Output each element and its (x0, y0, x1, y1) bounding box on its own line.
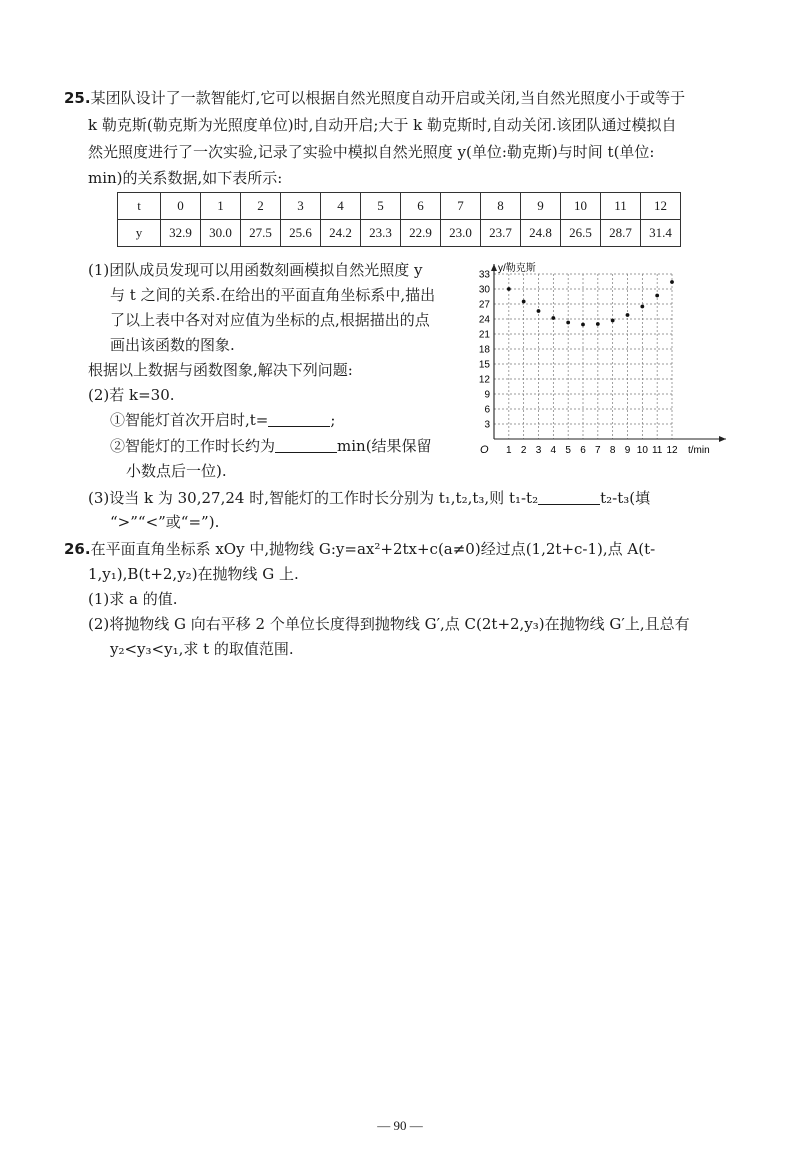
table-cell-y: 23.0 (441, 220, 481, 247)
data-table (117, 192, 681, 247)
part3-cont: “>”“<”或“=”). (110, 513, 220, 531)
y-tick-label: 9 (484, 389, 490, 401)
q25-line-3: 然光照度进行了一次实验,记录了实验中模拟自然光照度 y(单位:勒克斯)与时间 t(单位: (88, 143, 655, 161)
part1-line-3: 了以上表中各对对应值为坐标的点,根据描出的点 (110, 311, 430, 329)
data-point (655, 294, 659, 298)
y-tick-label: 33 (478, 269, 490, 281)
part1-line-1: (1)团队成员发现可以用函数刻画模拟自然光照度 y (88, 261, 423, 279)
origin-label: O (480, 444, 489, 456)
q26-part1: (1)求 a 的值. (88, 590, 178, 608)
answer-blank-3[interactable] (538, 488, 600, 505)
answer-blank-2[interactable] (275, 436, 337, 453)
q25-number: 25. (64, 89, 91, 107)
table-cell-y: 24.8 (521, 220, 561, 247)
table-cell-t: 9 (521, 193, 561, 220)
part2-2-end: min(结果保留 (337, 437, 432, 455)
y-tick-label: 30 (478, 284, 490, 296)
q26-line-1 (64, 539, 655, 559)
data-point (522, 300, 526, 304)
x-tick-label: 7 (595, 445, 601, 456)
q26-text-1: 在平面直角坐标系 xOy 中,抛物线 G:y=ax²+2tx+c(a≠0)经过点(1,2t+c-1),点 A(t- (90, 540, 656, 558)
y-tick-label: 18 (478, 344, 490, 356)
intro-line: 根据以上数据与函数图象,解决下列问题: (88, 361, 353, 379)
part3-end: t₂-t₃(填 (600, 489, 651, 507)
table-cell-y: 25.6 (281, 220, 321, 247)
y-tick-label: 27 (478, 299, 490, 311)
table-cell-y: 28.7 (601, 220, 641, 247)
data-point (670, 280, 674, 284)
y-tick-label: 12 (478, 374, 490, 386)
data-point (640, 305, 644, 309)
table-cell-t: 12 (641, 193, 681, 220)
x-axis-label: t/min (688, 445, 710, 456)
y-tick-label: 15 (478, 359, 490, 371)
table-header-y: y (118, 220, 161, 247)
x-tick-label: 3 (535, 445, 542, 456)
q25-line-1 (64, 88, 685, 108)
data-point (581, 323, 585, 327)
data-point (537, 309, 541, 313)
x-tick-label: 2 (520, 445, 527, 456)
table-cell-y: 23.7 (481, 220, 521, 247)
data-point (507, 287, 511, 291)
data-point (611, 319, 615, 323)
table-cell-t: 4 (321, 193, 361, 220)
y-tick-label: 21 (478, 329, 490, 341)
table-row-y (118, 220, 681, 247)
part2-2-cont: 小数点后一位). (126, 462, 227, 480)
table-cell-t: 6 (401, 193, 441, 220)
data-point (551, 316, 555, 320)
table-cell-y: 26.5 (561, 220, 601, 247)
coordinate-chart (462, 262, 734, 466)
data-point (566, 321, 570, 325)
y-axis-arrow (491, 264, 497, 271)
table-cell-y: 24.2 (321, 220, 361, 247)
x-tick-label: 5 (565, 445, 571, 456)
table-header-t: t (118, 193, 161, 220)
q25-line-4: min)的关系数据,如下表所示: (88, 169, 283, 187)
table-cell-y: 22.9 (401, 220, 441, 247)
part2-2-line (110, 436, 432, 456)
q25-line-2: k 勒克斯(勒克斯为光照度单位)时,自动开启;大于 k 勒克斯时,自动关闭.该团队通过模拟自 (88, 116, 677, 134)
q26-part2-line-2: y₂<y₃<y₁,求 t 的取值范围. (110, 640, 294, 658)
x-axis-arrow (719, 436, 726, 442)
q26-number: 26. (64, 540, 91, 558)
y-tick-label: 3 (484, 419, 490, 431)
q26-part2-line-1: (2)将抛物线 G 向右平移 2 个单位长度得到抛物线 G′,点 C(2t+2,y₃)在抛物线 G′上,且总有 (88, 615, 690, 633)
x-tick-label: 8 (609, 445, 616, 456)
table-row-t (118, 193, 681, 220)
table-cell-y: 31.4 (641, 220, 681, 247)
data-point (596, 322, 600, 326)
part1-line-4: 画出该函数的图象. (110, 336, 235, 354)
table-cell-y: 32.9 (161, 220, 201, 247)
table-cell-t: 1 (201, 193, 241, 220)
part1-line-2: 与 t 之间的关系.在给出的平面直角坐标系中,描出 (110, 286, 436, 304)
table-cell-y: 27.5 (241, 220, 281, 247)
x-tick-label: 4 (550, 445, 557, 456)
data-point (626, 313, 630, 317)
table-cell-t: 3 (281, 193, 321, 220)
table-cell-t: 8 (481, 193, 521, 220)
part2-1-end: ; (330, 411, 336, 429)
table-cell-t: 10 (561, 193, 601, 220)
part3-line (88, 488, 650, 508)
part2-1-text: ①智能灯首次开启时,t= (110, 411, 269, 429)
table-cell-y: 23.3 (361, 220, 401, 247)
q25-text-1: 某团队设计了一款智能灯,它可以根据自然光照度自动开启或关闭,当自然光照度小于或等于 (90, 89, 686, 107)
answer-blank-1[interactable] (268, 410, 330, 427)
x-tick-label: 12 (666, 445, 678, 456)
part2-line: (2)若 k=30. (88, 386, 175, 404)
table-cell-t: 0 (161, 193, 201, 220)
part3-text: (3)设当 k 为 30,27,24 时,智能灯的工作时长分别为 t₁,t₂,t₃,则 t₁-t₂ (88, 489, 539, 507)
part2-2-text: ②智能灯的工作时长约为 (110, 437, 276, 455)
table-cell-t: 11 (601, 193, 641, 220)
x-tick-label: 11 (651, 445, 663, 456)
x-tick-label: 9 (624, 445, 631, 456)
x-tick-label: 10 (636, 445, 648, 456)
x-tick-label: 6 (580, 445, 586, 456)
table-cell-t: 7 (441, 193, 481, 220)
y-axis-label: y/勒克斯 (498, 263, 536, 274)
y-tick-label: 24 (478, 314, 490, 326)
table-cell-t: 2 (241, 193, 281, 220)
table-cell-t: 5 (361, 193, 401, 220)
part2-1-line (110, 410, 335, 430)
table-cell-y: 30.0 (201, 220, 241, 247)
x-tick-label: 1 (506, 445, 512, 456)
y-tick-label: 6 (484, 404, 490, 416)
page-number: — 90 — (377, 1118, 423, 1133)
q26-line-2: 1,y₁),B(t+2,y₂)在抛物线 G 上. (88, 565, 299, 583)
